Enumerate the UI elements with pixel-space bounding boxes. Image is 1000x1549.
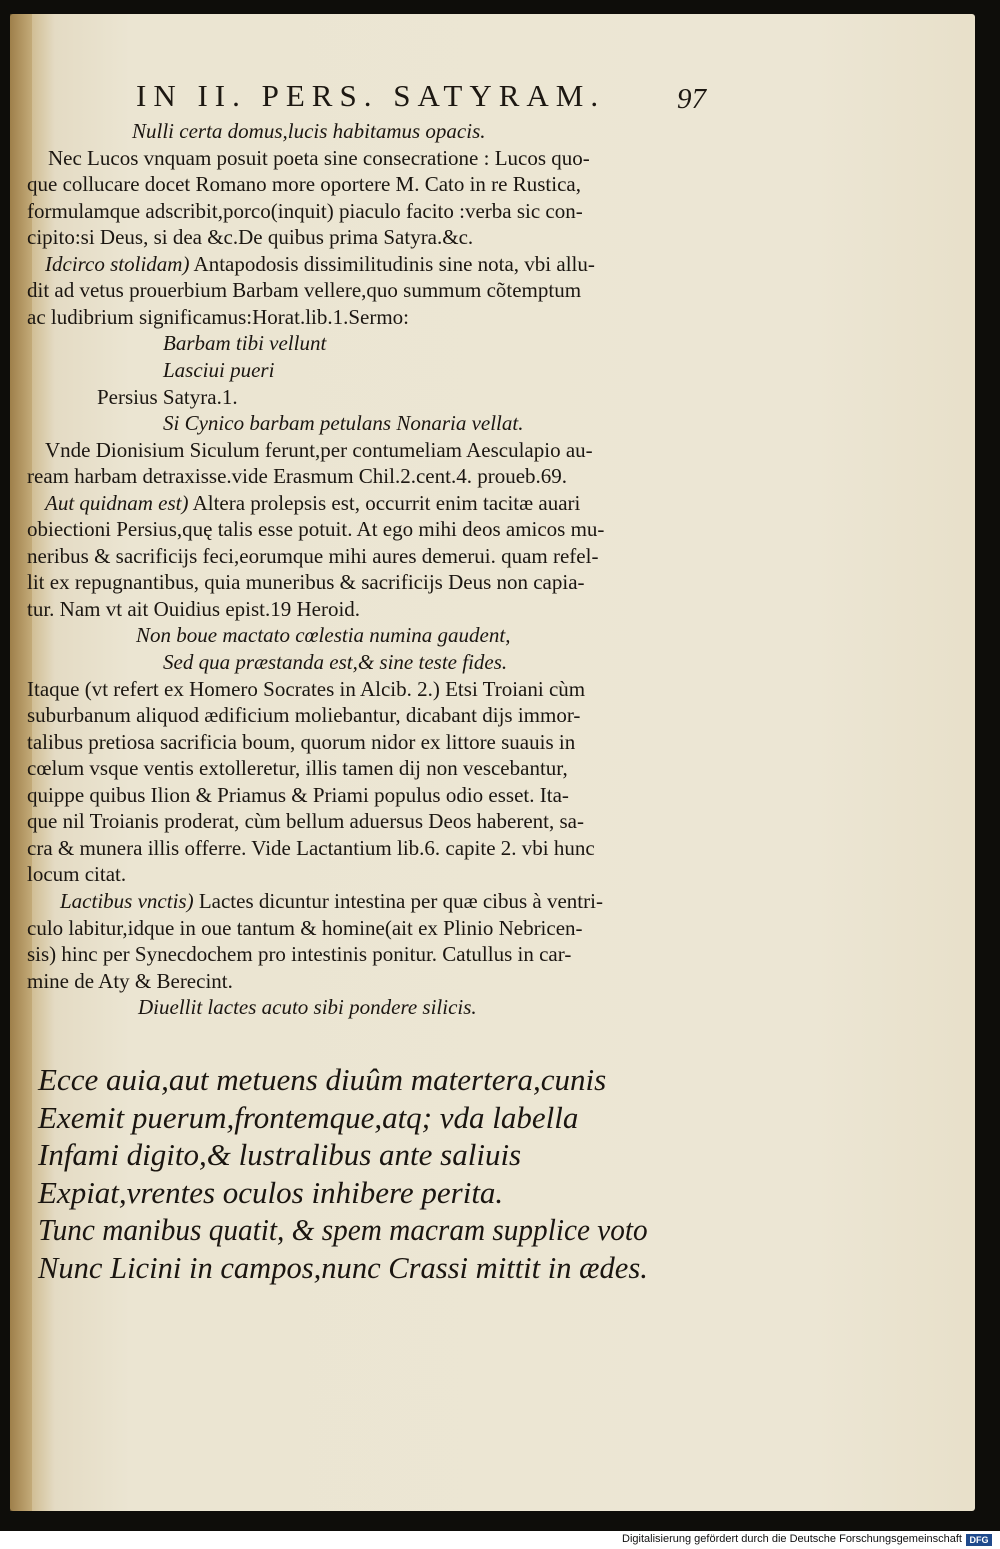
text-line: Aut quidnam est) Altera prolepsis est, occurrit enim tacitæ auari <box>45 490 581 515</box>
text-line: cipito:si Deus, si dea &c.De quibus prima Satyra.&c. <box>27 225 474 250</box>
text-line: obiectioni Persius,quę talis esse potuit. At ego mihi deos amicos mu- <box>27 517 605 542</box>
dfg-logo: DFG <box>966 1534 992 1546</box>
running-title: IN II. PERS. SATYRAM. <box>136 78 606 113</box>
text-line: Barbam tibi vellunt <box>163 331 327 356</box>
text-line: que collucare docet Romano more oportere M. Cato in re Rustica, <box>27 172 581 197</box>
text-line: Lasciui pueri <box>163 357 275 382</box>
verse-line: Ecce auia,aut metuens diuûm matertera,cunis <box>38 1062 607 1097</box>
text-line: talibus pretiosa sacrificia boum, quorum nidor ex littore suauis in <box>27 729 576 754</box>
text-line: Non boue mactato cœlestia numina gaudent, <box>136 623 511 648</box>
text-line: mine de Aty & Berecint. <box>27 968 233 993</box>
text-line: cœlum vsque ventis extolleretur, illis tamen dij non vescebantur, <box>27 756 568 781</box>
page-number: 97 <box>677 83 706 115</box>
verse-line: Exemit puerum,frontemque,atq; vda labella <box>38 1099 579 1135</box>
text-line: Sed qua præstanda est,& sine teste fides. <box>163 650 508 674</box>
footer-credit: Digitalisierung gefördert durch die Deutsche Forschungsgemeinschaft <box>622 1533 962 1545</box>
footer-bar <box>0 1531 1000 1549</box>
verse-line: Nunc Licini in campos,nunc Crassi mittit in ædes. <box>38 1250 648 1285</box>
text-line: lit ex repugnantibus, quia muneribus & sacrificijs Deus non capia- <box>27 570 585 595</box>
text-line: sis) hinc per Synecdochem pro intestinis ponitur. Catullus in car- <box>27 942 572 967</box>
text-line: ream harbam detraxisse.vide Erasmum Chil.2.cent.4. proueb.69. <box>27 464 568 489</box>
text-line: Idcirco stolidam) Antapodosis dissimilitudinis sine nota, vbi allu- <box>45 251 595 276</box>
text-line: cra & munera illis offerre. Vide Lactantium lib.6. capite 2. vbi hunc <box>27 835 595 860</box>
text-line: formulamque adscribit,porco(inquit) piaculo facito :verba sic con- <box>27 198 583 223</box>
text-line: Persius Satyra.1. <box>97 384 238 409</box>
text-line: tur. Nam vt ait Ouidius epist.19 Heroid. <box>27 596 361 621</box>
verse-line: Expiat,vrentes oculos inhibere perita. <box>38 1174 504 1210</box>
text-line: Nec Lucos vnquam posuit poeta sine consecratione : Lucos quo- <box>48 145 590 170</box>
text-line: suburbanum aliquod ædificium moliebantur, dicabant dijs immor- <box>27 703 581 728</box>
text-line: culo labitur,idque in oue tantum & homine(ait ex Plinio Nebricen- <box>27 915 583 940</box>
verse-line: Tunc manibus quatit, & spem macram supplice voto <box>38 1212 648 1248</box>
text-line: neribus & sacrificijs feci,eorumque mihi aures demerui. quam refel- <box>27 543 599 568</box>
text-line: Si Cynico barbam petulans Nonaria vellat. <box>163 411 524 436</box>
text-line: Nulli certa domus,lucis habitamus opacis. <box>132 119 486 143</box>
text-line: Lactibus vnctis) Lactes dicuntur intestina per quæ cibus à ventri- <box>60 888 603 913</box>
text-line: Itaque (vt refert ex Homero Socrates in Alcib. 2.) Etsi Troiani cùm <box>27 676 586 701</box>
text-line: Vnde Dionisium Siculum ferunt,per contumeliam Aesculapio au- <box>45 437 593 462</box>
text-line: ac ludibrium significamus:Horat.lib.1.Sermo: <box>27 304 410 329</box>
text-line: quippe quibus Ilion & Priamus & Priami populus odio esset. Ita- <box>27 782 569 807</box>
verse-line: Infami digito,& lustralibus ante saliuis <box>38 1137 522 1173</box>
text-line: dit ad vetus prouerbium Barbam vellere,quo summum cõtemptum <box>27 278 582 303</box>
text-line: que nil Troianis proderat, cùm bellum aduersus Deos haberent, sa- <box>27 809 584 834</box>
text-line: locum citat. <box>27 862 127 887</box>
text-line: Diuellit lactes acuto sibi pondere silicis. <box>138 995 477 1020</box>
